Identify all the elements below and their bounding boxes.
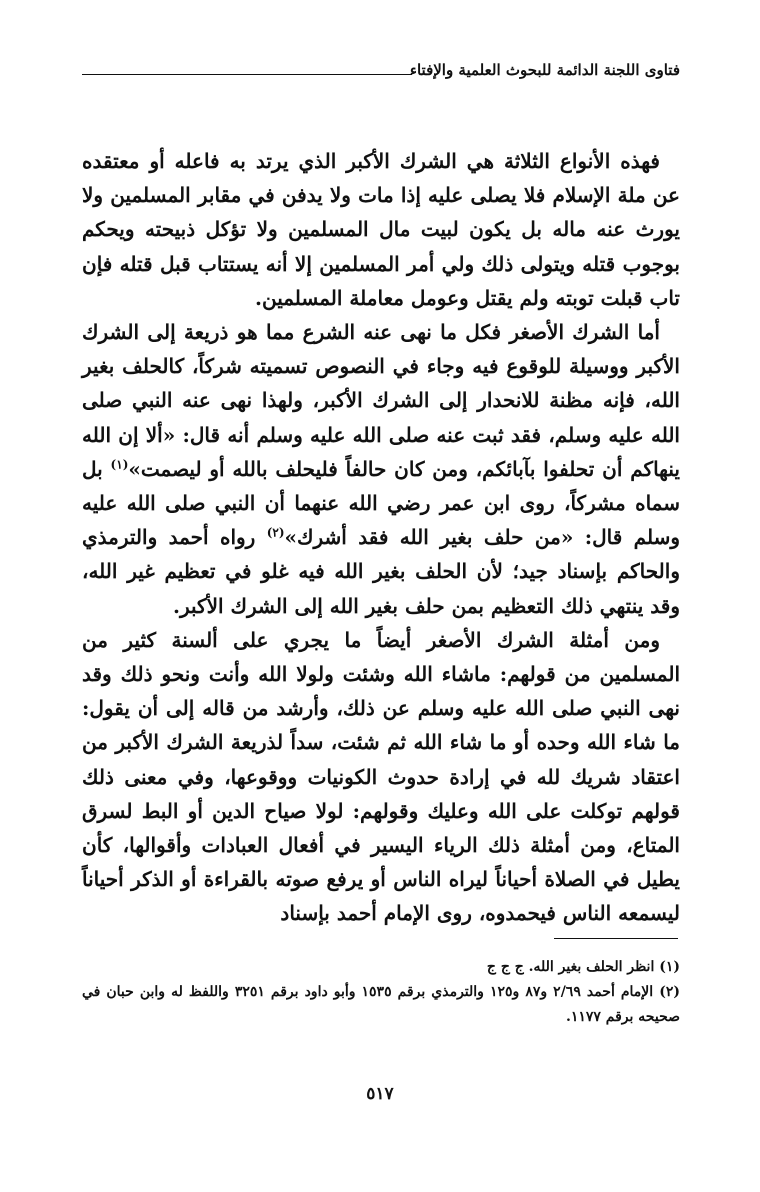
footnote-2: (٢) الإمام أحمد ٢/٦٩ و٨٧ و١٢٥ والترمذي برقم ١٥٣٥ وأبو داود برقم ٣٢٥١ واللفظ له وابن حبان في صحيحه برقم ١١٧٧. (82, 984, 680, 1025)
main-text (82, 144, 680, 931)
header-rule (82, 74, 412, 75)
header-title: فتاوى اللجنة الدائمة للبحوث العلمية والإفتاء (409, 61, 680, 79)
paragraph-2-part-c: رواه أحمد والترمذي والحاكم بإسناد جيد؛ لأن الحلف بغير الله فيه غلو في تعظيم غير الله، وقد ينتهي ذلك التعظيم بمن حلف بغير الله إلى الشرك الأكبر. (82, 525, 680, 618)
paragraph-2-part-b: بل سماه مشركاً، روى ابن عمر رضي الله عنهما أن النبي صلى الله عليه وسلم قال: «من حلف بغير الله فقد أشرك» (82, 456, 680, 550)
footnote-ref-2: (٢) (266, 525, 285, 540)
paragraph-1: فهذه الأنواع الثلاثة هي الشرك الأكبر الذي يرتد به فاعله أو معتقده عن ملة الإسلام فلا يصلى عليه إذا مات ولا يدفن في مقابر المسلمين ولا يورث عنه ماله بل يكون لبيت مال المسلمين ولا تؤكل ذبيحته ويحكم بوجوب قتله ويتولى ذلك ولي أمر المسلمين إلا أنه يستتاب قبل قتله فإن تاب قبلت توبته ولم يقتل وعومل معاملة المسلمين. (82, 149, 680, 310)
running-header (82, 58, 680, 86)
paragraph-3: ومن أمثلة الشرك الأصغر أيضاً ما يجري على ألسنة كثير من المسلمين من قولهم: ماشاء الله وشئت ولولا الله وأنت ونحو ذلك وقد نهى النبي صلى الله عليه وسلم عن ذلك، وأرشد من قاله إلى أن يقول: ما شاء الله وحده أو ما شاء الله ثم شئت، سداً لذريعة الشرك الأكبر من اعتقاد شريك لله في إرادة حدوث الكونيات ووقوعها، وفي معنى ذلك قولهم توكلت على الله وعليك وقولهم: لولا صياح الدين أو البط لسرق المتاع، ومن أمثلة ذلك الرياء اليسير في أفعال العبادات وأقوالها، كأن يطيل في الصلاة أحياناً ليراه الناس أو يرفع صوته بالقراءة أو الذكر أحياناً ليسمعه الناس فيحمدوه، روى الإمام أحمد بإسناد (82, 627, 680, 926)
footnotes (82, 955, 680, 1030)
footnote-ref-1: (١) (110, 457, 129, 472)
paragraph-2-part-a: أما الشرك الأصغر فكل ما نهى عنه الشرع مما هو ذريعة إلى الشرك الأكبر ووسيلة للوقوع فيه وجاء في النصوص تسميته شركاً، كالحلف بغير الله، فإنه مظنة للانحدار إلى الشرك الأكبر، ولهذا نهى عنه النبي صلى الله عليه وسلم، فقد ثبت عنه صلى الله عليه وسلم أنه قال: «ألا إن الله ينهاكم أن تحلفوا بآبائكم، ومن كان حالفاً فليحلف بالله أو ليصمت» (82, 320, 680, 481)
page-number: ٥١٧ (366, 1084, 394, 1104)
footnote-1: (١) انظر الحلف بغير الله. ج ج ج (486, 959, 680, 975)
paragraph-2 (82, 315, 680, 623)
footnote-rule (554, 938, 678, 939)
